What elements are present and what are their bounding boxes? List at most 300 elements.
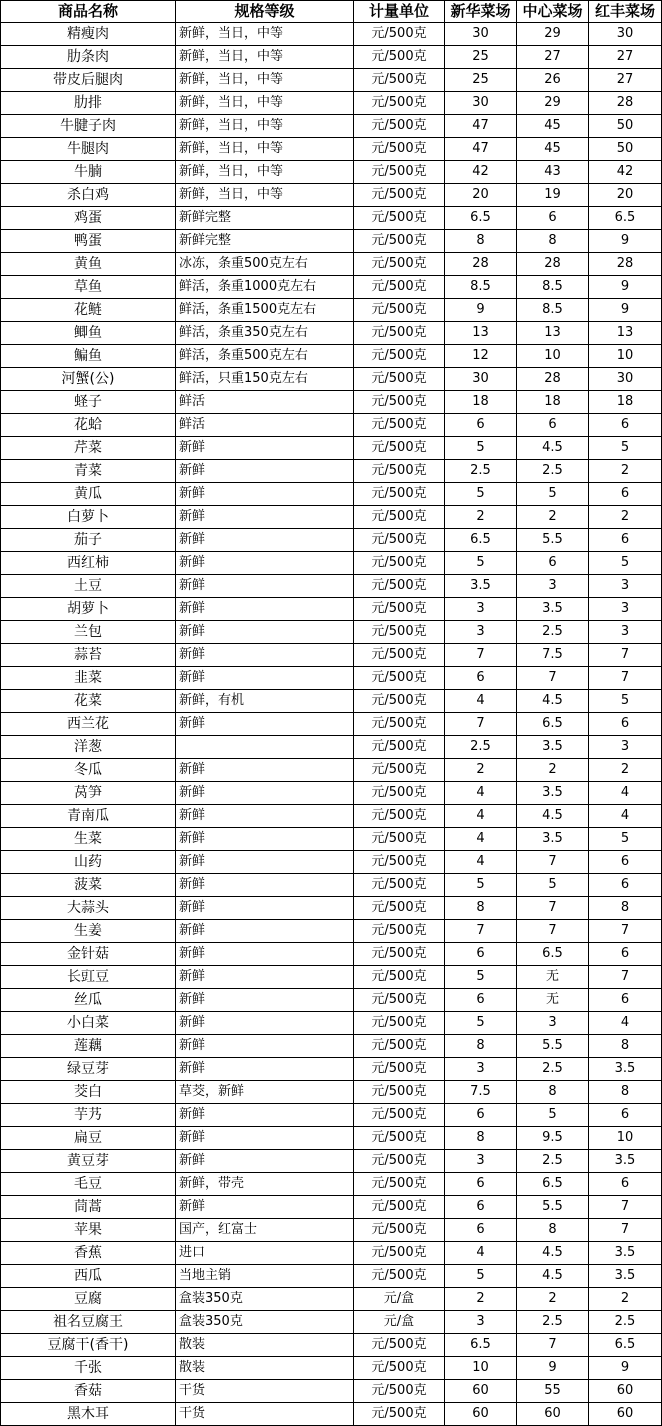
unit-cell: 元/500克 (354, 1265, 445, 1288)
price-hongfeng-cell: 50 (589, 115, 662, 138)
price-xinhua-cell: 12 (445, 345, 517, 368)
spec-cell: 新鲜，有机 (176, 690, 354, 713)
price-hongfeng-cell: 6 (589, 1104, 662, 1127)
product-name-cell: 茄子 (1, 529, 176, 552)
unit-cell: 元/500克 (354, 1242, 445, 1265)
table-row (1, 851, 662, 874)
spec-cell: 新鲜，当日，中等 (176, 161, 354, 184)
product-name-cell: 芹菜 (1, 437, 176, 460)
unit-cell: 元/500克 (354, 23, 445, 46)
price-zhongxin-cell: 26 (517, 69, 589, 92)
product-name-cell: 兰包 (1, 621, 176, 644)
unit-cell: 元/500克 (354, 874, 445, 897)
price-hongfeng-cell: 42 (589, 161, 662, 184)
price-xinhua-cell: 6 (445, 1196, 517, 1219)
unit-cell: 元/500克 (354, 897, 445, 920)
unit-cell: 元/500克 (354, 736, 445, 759)
unit-cell: 元/500克 (354, 1334, 445, 1357)
product-name-cell: 金针菇 (1, 943, 176, 966)
price-xinhua-cell: 4 (445, 782, 517, 805)
price-xinhua-cell: 20 (445, 184, 517, 207)
spec-cell: 新鲜，带壳 (176, 1173, 354, 1196)
spec-cell: 新鲜 (176, 598, 354, 621)
product-name-cell: 河蟹(公) (1, 368, 176, 391)
product-name-cell: 韭菜 (1, 667, 176, 690)
price-xinhua-cell: 4 (445, 851, 517, 874)
unit-cell: 元/500克 (354, 1127, 445, 1150)
table-row (1, 529, 662, 552)
price-xinhua-cell: 4 (445, 805, 517, 828)
price-hongfeng-cell: 3.5 (589, 1265, 662, 1288)
product-name-cell: 肋排 (1, 92, 176, 115)
price-zhongxin-cell: 28 (517, 253, 589, 276)
price-zhongxin-cell: 3 (517, 1012, 589, 1035)
table-row (1, 1311, 662, 1334)
price-zhongxin-cell: 9.5 (517, 1127, 589, 1150)
price-xinhua-cell: 5 (445, 1265, 517, 1288)
spec-cell: 新鲜 (176, 644, 354, 667)
unit-cell: 元/盒 (354, 1288, 445, 1311)
price-hongfeng-cell: 6 (589, 989, 662, 1012)
price-hongfeng-cell: 5 (589, 437, 662, 460)
spec-cell: 新鲜 (176, 437, 354, 460)
spec-cell: 新鲜 (176, 989, 354, 1012)
unit-cell: 元/500克 (354, 1058, 445, 1081)
product-name-cell: 精瘦肉 (1, 23, 176, 46)
table-row (1, 276, 662, 299)
price-hongfeng-cell: 2 (589, 1288, 662, 1311)
spec-cell: 新鲜 (176, 713, 354, 736)
price-xinhua-cell: 25 (445, 46, 517, 69)
table-row (1, 759, 662, 782)
price-hongfeng-cell: 28 (589, 253, 662, 276)
product-name-cell: 洋葱 (1, 736, 176, 759)
price-xinhua-cell: 5 (445, 1012, 517, 1035)
price-hongfeng-cell: 60 (589, 1403, 662, 1426)
price-hongfeng-cell: 27 (589, 69, 662, 92)
spec-cell: 鲜活，条重1000克左右 (176, 276, 354, 299)
spec-cell: 冰冻，条重500克左右 (176, 253, 354, 276)
product-name-cell: 青南瓜 (1, 805, 176, 828)
price-zhongxin-cell: 7 (517, 851, 589, 874)
table-row (1, 989, 662, 1012)
unit-cell: 元/盒 (354, 1311, 445, 1334)
spec-cell: 干货 (176, 1403, 354, 1426)
header-unit: 计量单位 (354, 1, 445, 23)
table-row (1, 161, 662, 184)
price-zhongxin-cell: 3.5 (517, 598, 589, 621)
price-hongfeng-cell: 10 (589, 345, 662, 368)
spec-cell: 新鲜，当日，中等 (176, 23, 354, 46)
price-xinhua-cell: 5 (445, 966, 517, 989)
spec-cell: 进口 (176, 1242, 354, 1265)
unit-cell: 元/500克 (354, 1196, 445, 1219)
spec-cell: 新鲜，当日，中等 (176, 138, 354, 161)
price-xinhua-cell: 30 (445, 92, 517, 115)
product-name-cell: 冬瓜 (1, 759, 176, 782)
unit-cell: 元/500克 (354, 138, 445, 161)
price-hongfeng-cell: 3 (589, 575, 662, 598)
price-hongfeng-cell: 50 (589, 138, 662, 161)
price-zhongxin-cell: 4.5 (517, 437, 589, 460)
price-xinhua-cell: 4 (445, 828, 517, 851)
table-row (1, 621, 662, 644)
price-zhongxin-cell: 6.5 (517, 1173, 589, 1196)
table-row (1, 897, 662, 920)
price-hongfeng-cell: 9 (589, 230, 662, 253)
price-xinhua-cell: 2.5 (445, 460, 517, 483)
price-hongfeng-cell: 3 (589, 621, 662, 644)
unit-cell: 元/500克 (354, 69, 445, 92)
unit-cell: 元/500克 (354, 644, 445, 667)
price-xinhua-cell: 8 (445, 897, 517, 920)
product-name-cell: 胡萝卜 (1, 598, 176, 621)
table-row (1, 460, 662, 483)
product-name-cell: 牛腩 (1, 161, 176, 184)
table-row (1, 92, 662, 115)
table-row (1, 667, 662, 690)
price-zhongxin-cell: 2.5 (517, 1150, 589, 1173)
price-zhongxin-cell: 无 (517, 989, 589, 1012)
header-spec-grade: 规格等级 (176, 1, 354, 23)
price-zhongxin-cell: 7 (517, 1334, 589, 1357)
unit-cell: 元/500克 (354, 1403, 445, 1426)
price-xinhua-cell: 6.5 (445, 207, 517, 230)
table-row (1, 874, 662, 897)
spec-cell: 新鲜，当日，中等 (176, 184, 354, 207)
price-xinhua-cell: 3 (445, 621, 517, 644)
price-hongfeng-cell: 3.5 (589, 1150, 662, 1173)
table-row (1, 644, 662, 667)
product-name-cell: 白萝卜 (1, 506, 176, 529)
price-hongfeng-cell: 27 (589, 46, 662, 69)
price-xinhua-cell: 42 (445, 161, 517, 184)
product-name-cell: 黄鱼 (1, 253, 176, 276)
product-name-cell: 香菇 (1, 1380, 176, 1403)
spec-cell: 新鲜 (176, 851, 354, 874)
price-hongfeng-cell: 18 (589, 391, 662, 414)
table-row (1, 1334, 662, 1357)
product-name-cell: 豆腐 (1, 1288, 176, 1311)
spec-cell: 新鲜完整 (176, 230, 354, 253)
price-xinhua-cell: 30 (445, 23, 517, 46)
price-hongfeng-cell: 9 (589, 1357, 662, 1380)
unit-cell: 元/500克 (354, 299, 445, 322)
price-xinhua-cell: 8.5 (445, 276, 517, 299)
unit-cell: 元/500克 (354, 828, 445, 851)
unit-cell: 元/500克 (354, 851, 445, 874)
price-zhongxin-cell: 6.5 (517, 943, 589, 966)
product-name-cell: 牛腱子肉 (1, 115, 176, 138)
unit-cell: 元/500克 (354, 322, 445, 345)
product-name-cell: 香蕉 (1, 1242, 176, 1265)
price-xinhua-cell: 2 (445, 759, 517, 782)
spec-cell: 新鲜 (176, 897, 354, 920)
product-name-cell: 鲫鱼 (1, 322, 176, 345)
spec-cell: 当地主销 (176, 1265, 354, 1288)
table-row (1, 1127, 662, 1150)
price-xinhua-cell: 6 (445, 943, 517, 966)
price-xinhua-cell: 6 (445, 414, 517, 437)
price-hongfeng-cell: 13 (589, 322, 662, 345)
spec-cell: 国产，红富士 (176, 1219, 354, 1242)
table-row (1, 1357, 662, 1380)
spec-cell: 新鲜，当日，中等 (176, 92, 354, 115)
table-row (1, 943, 662, 966)
product-name-cell: 鸭蛋 (1, 230, 176, 253)
price-hongfeng-cell: 6 (589, 529, 662, 552)
price-hongfeng-cell: 2 (589, 506, 662, 529)
price-zhongxin-cell: 18 (517, 391, 589, 414)
price-zhongxin-cell: 3.5 (517, 828, 589, 851)
price-hongfeng-cell: 6 (589, 414, 662, 437)
price-xinhua-cell: 60 (445, 1380, 517, 1403)
unit-cell: 元/500克 (354, 529, 445, 552)
price-xinhua-cell: 4 (445, 690, 517, 713)
price-zhongxin-cell: 27 (517, 46, 589, 69)
table-row (1, 115, 662, 138)
unit-cell: 元/500克 (354, 713, 445, 736)
unit-cell: 元/500克 (354, 230, 445, 253)
price-zhongxin-cell: 4.5 (517, 1242, 589, 1265)
price-zhongxin-cell: 5.5 (517, 1035, 589, 1058)
price-xinhua-cell: 3 (445, 1058, 517, 1081)
table-row (1, 253, 662, 276)
unit-cell: 元/500克 (354, 92, 445, 115)
unit-cell: 元/500克 (354, 506, 445, 529)
price-zhongxin-cell: 10 (517, 345, 589, 368)
price-hongfeng-cell: 8 (589, 1035, 662, 1058)
price-hongfeng-cell: 5 (589, 690, 662, 713)
spec-cell: 新鲜 (176, 1035, 354, 1058)
product-name-cell: 豆腐干(香干) (1, 1334, 176, 1357)
unit-cell: 元/500克 (354, 782, 445, 805)
price-hongfeng-cell: 2.5 (589, 1311, 662, 1334)
unit-cell: 元/500克 (354, 805, 445, 828)
spec-cell: 新鲜，当日，中等 (176, 115, 354, 138)
price-hongfeng-cell: 28 (589, 92, 662, 115)
price-hongfeng-cell: 7 (589, 966, 662, 989)
product-name-cell: 鸡蛋 (1, 207, 176, 230)
table-row (1, 1288, 662, 1311)
header-market-xinhua: 新华菜场 (445, 1, 517, 23)
price-xinhua-cell: 5 (445, 552, 517, 575)
product-name-cell: 土豆 (1, 575, 176, 598)
unit-cell: 元/500克 (354, 943, 445, 966)
price-hongfeng-cell: 8 (589, 897, 662, 920)
price-xinhua-cell: 6 (445, 1173, 517, 1196)
table-body (1, 23, 662, 1426)
table-row (1, 414, 662, 437)
table-row (1, 1035, 662, 1058)
price-xinhua-cell: 18 (445, 391, 517, 414)
price-xinhua-cell: 9 (445, 299, 517, 322)
header-row (1, 1, 662, 23)
spec-cell: 盒装350克 (176, 1288, 354, 1311)
product-name-cell: 茼蒿 (1, 1196, 176, 1219)
product-name-cell: 西红柿 (1, 552, 176, 575)
table-row (1, 1104, 662, 1127)
price-hongfeng-cell: 6 (589, 851, 662, 874)
product-name-cell: 生菜 (1, 828, 176, 851)
price-xinhua-cell: 60 (445, 1403, 517, 1426)
spec-cell: 新鲜 (176, 782, 354, 805)
unit-cell: 元/500克 (354, 345, 445, 368)
price-xinhua-cell: 5 (445, 437, 517, 460)
product-name-cell: 丝瓜 (1, 989, 176, 1012)
price-zhongxin-cell: 5 (517, 483, 589, 506)
price-zhongxin-cell: 8 (517, 1219, 589, 1242)
price-hongfeng-cell: 7 (589, 920, 662, 943)
price-zhongxin-cell: 7 (517, 920, 589, 943)
spec-cell: 新鲜 (176, 920, 354, 943)
product-name-cell: 莴笋 (1, 782, 176, 805)
price-zhongxin-cell: 2 (517, 759, 589, 782)
price-zhongxin-cell: 5 (517, 1104, 589, 1127)
price-zhongxin-cell: 60 (517, 1403, 589, 1426)
table-row (1, 782, 662, 805)
table-row (1, 1242, 662, 1265)
price-xinhua-cell: 6 (445, 989, 517, 1012)
price-xinhua-cell: 7 (445, 920, 517, 943)
table-row (1, 506, 662, 529)
table-row (1, 483, 662, 506)
unit-cell: 元/500克 (354, 1380, 445, 1403)
product-name-cell: 杀白鸡 (1, 184, 176, 207)
spec-cell: 鲜活 (176, 414, 354, 437)
price-zhongxin-cell: 2.5 (517, 1058, 589, 1081)
price-xinhua-cell: 2 (445, 506, 517, 529)
unit-cell: 元/500克 (354, 161, 445, 184)
spec-cell: 新鲜 (176, 1012, 354, 1035)
product-name-cell: 黑木耳 (1, 1403, 176, 1426)
price-hongfeng-cell: 30 (589, 23, 662, 46)
spec-cell: 散装 (176, 1334, 354, 1357)
price-hongfeng-cell: 2 (589, 759, 662, 782)
spec-cell: 鲜活，条重500克左右 (176, 345, 354, 368)
table-row (1, 552, 662, 575)
product-name-cell: 茭白 (1, 1081, 176, 1104)
price-hongfeng-cell: 7 (589, 1196, 662, 1219)
unit-cell: 元/500克 (354, 391, 445, 414)
price-xinhua-cell: 6 (445, 667, 517, 690)
unit-cell: 元/500克 (354, 1035, 445, 1058)
table-row (1, 46, 662, 69)
unit-cell: 元/500克 (354, 460, 445, 483)
product-name-cell: 山药 (1, 851, 176, 874)
product-name-cell: 黄瓜 (1, 483, 176, 506)
table-row (1, 575, 662, 598)
table-row (1, 69, 662, 92)
spec-cell: 鲜活，条重350克左右 (176, 322, 354, 345)
product-name-cell: 花鲢 (1, 299, 176, 322)
unit-cell: 元/500克 (354, 1104, 445, 1127)
price-zhongxin-cell: 2.5 (517, 460, 589, 483)
product-name-cell: 黄豆芽 (1, 1150, 176, 1173)
product-name-cell: 小白菜 (1, 1012, 176, 1035)
price-xinhua-cell: 2.5 (445, 736, 517, 759)
unit-cell: 元/500克 (354, 1081, 445, 1104)
spec-cell: 草茭，新鲜 (176, 1081, 354, 1104)
price-hongfeng-cell: 5 (589, 828, 662, 851)
product-name-cell: 长豇豆 (1, 966, 176, 989)
product-name-cell: 绿豆芽 (1, 1058, 176, 1081)
unit-cell: 元/500克 (354, 598, 445, 621)
price-zhongxin-cell: 3.5 (517, 736, 589, 759)
price-xinhua-cell: 2 (445, 1288, 517, 1311)
unit-cell: 元/500克 (354, 1219, 445, 1242)
unit-cell: 元/500克 (354, 552, 445, 575)
table-row (1, 1012, 662, 1035)
unit-cell: 元/500克 (354, 920, 445, 943)
product-name-cell: 花菜 (1, 690, 176, 713)
price-zhongxin-cell: 5 (517, 874, 589, 897)
unit-cell: 元/500克 (354, 184, 445, 207)
product-name-cell: 祖名豆腐王 (1, 1311, 176, 1334)
product-name-cell: 芋艿 (1, 1104, 176, 1127)
price-xinhua-cell: 47 (445, 115, 517, 138)
price-xinhua-cell: 8 (445, 1127, 517, 1150)
price-zhongxin-cell: 29 (517, 23, 589, 46)
spec-cell: 新鲜 (176, 667, 354, 690)
price-zhongxin-cell: 4.5 (517, 1265, 589, 1288)
unit-cell: 元/500克 (354, 1357, 445, 1380)
table-row (1, 920, 662, 943)
price-zhongxin-cell: 无 (517, 966, 589, 989)
table-row (1, 391, 662, 414)
price-xinhua-cell: 8 (445, 230, 517, 253)
price-hongfeng-cell: 4 (589, 1012, 662, 1035)
unit-cell: 元/500克 (354, 1150, 445, 1173)
price-zhongxin-cell: 45 (517, 138, 589, 161)
price-zhongxin-cell: 45 (517, 115, 589, 138)
product-name-cell: 苹果 (1, 1219, 176, 1242)
price-zhongxin-cell: 6 (517, 552, 589, 575)
unit-cell: 元/500克 (354, 483, 445, 506)
unit-cell: 元/500克 (354, 368, 445, 391)
price-zhongxin-cell: 6 (517, 414, 589, 437)
unit-cell: 元/500克 (354, 1012, 445, 1035)
unit-cell: 元/500克 (354, 46, 445, 69)
table-row (1, 1403, 662, 1426)
price-xinhua-cell: 3 (445, 598, 517, 621)
unit-cell: 元/500克 (354, 667, 445, 690)
unit-cell: 元/500克 (354, 115, 445, 138)
price-zhongxin-cell: 28 (517, 368, 589, 391)
price-hongfeng-cell: 9 (589, 276, 662, 299)
price-zhongxin-cell: 2.5 (517, 621, 589, 644)
spec-cell: 新鲜 (176, 1127, 354, 1150)
price-zhongxin-cell: 19 (517, 184, 589, 207)
price-zhongxin-cell: 5.5 (517, 529, 589, 552)
price-xinhua-cell: 6 (445, 1104, 517, 1127)
product-name-cell: 菠菜 (1, 874, 176, 897)
price-zhongxin-cell: 4.5 (517, 805, 589, 828)
table-row (1, 1058, 662, 1081)
price-zhongxin-cell: 8.5 (517, 299, 589, 322)
table-row (1, 138, 662, 161)
price-zhongxin-cell: 8 (517, 1081, 589, 1104)
product-name-cell: 蛏子 (1, 391, 176, 414)
spec-cell: 新鲜 (176, 1196, 354, 1219)
spec-cell: 新鲜 (176, 1058, 354, 1081)
price-hongfeng-cell: 6.5 (589, 1334, 662, 1357)
price-zhongxin-cell: 13 (517, 322, 589, 345)
header-market-zhongxin: 中心菜场 (517, 1, 589, 23)
table-row (1, 736, 662, 759)
spec-cell: 新鲜 (176, 805, 354, 828)
table-row (1, 1150, 662, 1173)
